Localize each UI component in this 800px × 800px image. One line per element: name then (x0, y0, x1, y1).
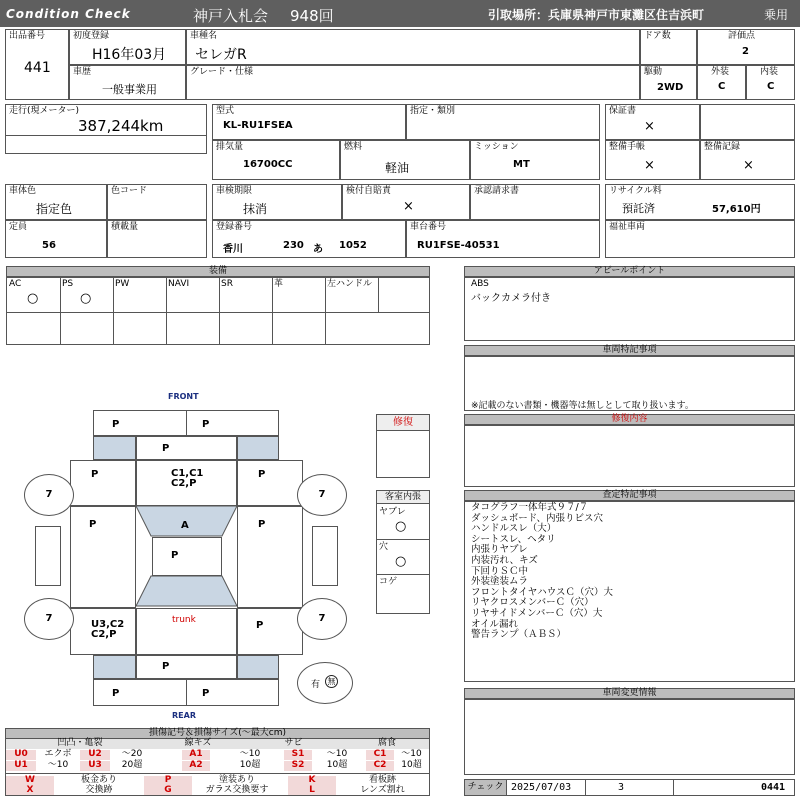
legend-value: 塗装あり (218, 775, 255, 785)
body-color-label: 車体色 (9, 186, 37, 196)
special-note: ※記載のない書類・機器等は無しとして取り扱います。 (471, 401, 694, 411)
legend-value: ～20 (121, 749, 143, 759)
doors-cell (640, 29, 697, 65)
color-code-label: 色コード (111, 186, 148, 196)
legend-key: W (6, 776, 54, 786)
note-line: 警告ランプ（ＡＢＳ） (471, 629, 567, 641)
legend-key: U2 (80, 750, 110, 760)
car-name-label: 車種名 (190, 31, 218, 41)
legend-key: X (6, 786, 54, 795)
legend-value: 20超 (121, 760, 143, 770)
damage-legend (5, 728, 430, 796)
roof-mark: P (171, 550, 179, 561)
history-cell (69, 65, 186, 100)
wheel-rear-right[interactable]: 7 (297, 598, 347, 640)
rear-bumper-right-mark: P (202, 688, 210, 699)
recycle-cell (605, 184, 795, 220)
yabure-label: ヤブレ (379, 507, 406, 517)
score-value: 2 (742, 46, 749, 57)
appeal-line-1: ABS (471, 279, 489, 289)
first-reg-cell (69, 29, 186, 65)
legend-title: 損傷記号＆損傷サイズ(～最大cm) (6, 729, 429, 739)
front-bumper[interactable] (93, 410, 279, 436)
capacity-value: 56 (42, 240, 56, 251)
plate-class: 230 (283, 240, 304, 251)
special-panel (464, 356, 795, 411)
legend-key: S1 (284, 750, 312, 760)
spare-yes-label: 有 (311, 680, 321, 690)
doors-label: ドア数 (644, 31, 671, 41)
appeal-line-2: バックカメラ付き (471, 293, 551, 304)
check-label: チェック (465, 780, 507, 795)
lot-cell (5, 29, 69, 100)
note-line: ハンドルスレ（大） (471, 523, 557, 535)
spare-no-label: 無 (325, 675, 338, 688)
equip-ac-label: AC (9, 279, 22, 289)
record-value: × (743, 158, 754, 173)
legend-cat-corrosion: 腐食 (345, 739, 429, 749)
header-title: Condition Check (6, 7, 131, 21)
note-line: タコグラフ一体年式９７/７ (471, 502, 589, 513)
front-fender-left[interactable] (70, 460, 136, 506)
note-line: フロントタイヤハウスＣ（穴）大 (471, 586, 614, 598)
liability-value: × (403, 199, 414, 214)
approval-cell (470, 184, 600, 220)
rear-panel-mark: P (162, 661, 170, 672)
legend-value: ～10 (326, 749, 348, 759)
chassis-value: RU1FSE-40531 (417, 240, 500, 251)
hood-mark-1: C1,C1 (171, 468, 204, 479)
front-bumper-left-mark: P (112, 419, 120, 430)
exterior-value: C (718, 81, 726, 92)
inspection-value: 抹消 (243, 202, 268, 216)
car-name-cell (186, 29, 640, 65)
plate-cell (212, 220, 406, 258)
legend-key: U0 (6, 750, 36, 760)
appeal-panel (464, 277, 795, 341)
legend-value: 板金あり (80, 775, 117, 785)
appeal-title: アピールポイント (464, 266, 795, 277)
legend-key: A1 (182, 750, 210, 760)
side-left[interactable] (70, 506, 136, 608)
rear-bumper-left-mark: P (112, 688, 120, 699)
front-bumper-right-mark: P (202, 419, 210, 430)
plate-number: 1052 (339, 240, 367, 251)
equip-lhd-label: 左ハンドル (327, 279, 373, 289)
front-corner-right[interactable] (237, 436, 279, 460)
rear-left-mark-2: C2,P (91, 629, 117, 640)
hood-mark-2: C2,P (171, 478, 197, 489)
front-fender-right-mark: P (258, 469, 266, 480)
designation-cell (406, 104, 600, 140)
welfare-cell (605, 220, 795, 258)
front-panel-mark: P (162, 443, 170, 454)
score-label: 評価点 (728, 31, 756, 41)
load-label: 積載量 (111, 222, 139, 232)
legend-value: 10超 (239, 760, 261, 770)
manual-label: 整備手帳 (609, 142, 646, 152)
plate-kana: あ (313, 244, 323, 255)
body-color-value: 指定色 (36, 202, 73, 216)
special-title: 車両特記事項 (464, 345, 795, 356)
interior-label: 内装 (760, 67, 779, 77)
fuel-cell (340, 140, 470, 180)
rear-right-mark: P (256, 620, 264, 631)
warranty-extra-cell (700, 104, 795, 140)
rear-label: REAR (172, 711, 196, 720)
pickup-location: 引取場所：兵庫県神戸市東灘区住吉浜町 (488, 8, 705, 22)
auction-number: 948回 (290, 7, 334, 25)
lot-number: 441 (24, 60, 51, 76)
history-label: 車歴 (73, 67, 92, 77)
legend-cat-dent: 凹凸・亀裂 (6, 739, 154, 749)
first-reg-value: H16年03月 (92, 47, 167, 63)
note-line: ダッシュボード、内張りビス穴 (471, 512, 603, 524)
legend-value: ガラス交換要す (205, 785, 269, 795)
approval-label: 承認請求書 (474, 186, 520, 196)
model-value: KL-RU1FSEA (223, 120, 293, 131)
legend-key: C1 (366, 750, 394, 760)
interior-cell (746, 65, 795, 100)
warranty-value: × (644, 119, 655, 134)
displacement-label: 排気量 (216, 142, 244, 152)
score-cell (697, 29, 795, 65)
equip-ps-label: PS (62, 279, 74, 289)
mileage-cell (5, 104, 207, 154)
equip-ps-mark: ○ (80, 291, 92, 306)
legend-key: G (144, 786, 192, 795)
cabin-trim-title: 客室内張 (377, 491, 429, 504)
change-panel (464, 699, 795, 775)
ana-mark: ○ (395, 554, 407, 569)
plate-label: 登録番号 (216, 222, 253, 232)
inspection-cell (212, 184, 342, 220)
designation-label: 指定・類別 (410, 106, 456, 116)
legend-key: L (288, 786, 336, 795)
drive-label: 駆動 (644, 67, 663, 77)
rear-bumper[interactable] (93, 679, 279, 706)
front-panel[interactable] (136, 436, 237, 460)
wheel-front-right[interactable]: 7 (297, 474, 347, 516)
history-value: 一般事業用 (102, 83, 157, 96)
color-code-cell (107, 184, 207, 220)
koge-label: コゲ (379, 577, 398, 587)
grade-cell (186, 65, 640, 100)
load-cell (107, 220, 207, 258)
equipment-title: 装備 (6, 266, 430, 277)
yabure-mark: ○ (395, 519, 407, 534)
equip-leather-label: 革 (274, 279, 284, 289)
recycle-label: リサイクル料 (609, 186, 662, 196)
mileage-value: 387,244km (78, 117, 164, 135)
legend-cat-scratch: 線キズ (154, 739, 242, 749)
note-line: シートスレ、ヘタリ (471, 533, 556, 545)
side-right-mark: P (258, 519, 266, 530)
model-cell (212, 104, 406, 140)
legend-value: ～10 (239, 749, 261, 759)
rear-fender-right[interactable] (237, 608, 303, 655)
recycle-status: 預託済 (622, 202, 655, 215)
header-bar (0, 0, 800, 27)
note-line: オイル漏れ (471, 618, 519, 630)
ana-label: 穴 (379, 542, 389, 552)
drive-cell (640, 65, 697, 100)
check-date: 2025/07/03 (511, 782, 572, 793)
legend-value: レンズ割れ (360, 785, 405, 795)
rear-fender-left[interactable] (70, 608, 136, 655)
vehicle-category: 乗用 (764, 8, 789, 22)
notes-panel (464, 501, 795, 682)
legend-key: U3 (80, 761, 110, 771)
manual-value: × (644, 158, 655, 173)
equip-navi-label: NAVI (168, 279, 190, 289)
repair-panel (464, 425, 795, 487)
mileage-label: 走行(現メーター) (9, 106, 80, 116)
note-line: リヤクロスメンバーＣ（穴） (471, 597, 594, 609)
note-line: 内装汚れ、キズ (471, 554, 538, 566)
front-corner-left[interactable] (93, 436, 136, 460)
legend-value: ～10 (47, 760, 69, 770)
notes-title: 査定特記事項 (464, 490, 795, 501)
repair-badge-box (376, 414, 430, 478)
model-label: 型式 (216, 106, 235, 116)
side-left-mark: P (89, 519, 97, 530)
rear-left-mark-1: U3,C2 (91, 619, 125, 630)
plate-area: 香川 (223, 244, 243, 255)
legend-value: 看板跡 (368, 775, 396, 785)
legend-key: K (288, 776, 336, 786)
grade-label: グレード・仕様 (190, 67, 254, 77)
front-label: FRONT (168, 392, 199, 401)
manual-cell (605, 140, 700, 180)
liability-label: 検付自賠責 (346, 186, 392, 196)
mission-cell (470, 140, 600, 180)
rear-corner-left[interactable] (93, 655, 136, 679)
legend-value: 10超 (401, 760, 422, 770)
first-reg-label: 初度登録 (73, 31, 110, 41)
car-name-value: セレガR (195, 47, 247, 63)
recycle-value: 57,610円 (712, 204, 761, 215)
note-line: リヤサイドメンバーＣ（穴）大 (471, 607, 603, 619)
equipment-grid (6, 277, 430, 345)
side-right[interactable] (237, 506, 303, 608)
legend-key: P (144, 776, 192, 786)
wheel-front-left[interactable]: 7 (24, 474, 74, 516)
note-line: 外装塗装ムラ (471, 576, 529, 588)
legend-key: A2 (182, 761, 210, 771)
capacity-cell (5, 220, 107, 258)
displacement-cell (212, 140, 340, 180)
front-fender-left-mark: P (91, 469, 99, 480)
legend-value: 10超 (326, 760, 348, 770)
interior-value: C (767, 81, 775, 92)
front-fender-right[interactable] (237, 460, 303, 506)
inspection-label: 車検期限 (216, 186, 253, 196)
exterior-label: 外装 (711, 67, 730, 77)
rear-panel[interactable] (136, 655, 237, 679)
fuel-value: 軽油 (385, 161, 410, 175)
equip-sr-label: SR (221, 279, 233, 289)
equip-ac-mark: ○ (27, 291, 39, 306)
record-label: 整備記録 (704, 142, 741, 152)
trunk-panel[interactable] (136, 608, 237, 655)
right-mirror[interactable] (312, 526, 338, 586)
legend-value: エクボ (44, 749, 72, 759)
left-mirror[interactable] (35, 526, 61, 586)
legend-key: S2 (284, 761, 312, 771)
notes-list (471, 503, 613, 641)
legend-cat-rust: サビ (242, 739, 345, 749)
warranty-label: 保証書 (609, 106, 637, 116)
fuel-label: 燃料 (344, 142, 363, 152)
chassis-label: 車台番号 (410, 222, 447, 232)
roof-panel[interactable] (152, 537, 222, 576)
drive-value: 2WD (657, 82, 684, 93)
check-bar (464, 779, 795, 796)
legend-key: U1 (6, 761, 36, 771)
lot-label: 出品番号 (9, 31, 46, 41)
exterior-cell (697, 65, 746, 100)
chassis-cell (406, 220, 600, 258)
record-cell (700, 140, 795, 180)
welfare-label: 福祉車両 (609, 222, 646, 232)
wheel-rear-left[interactable]: 7 (24, 598, 74, 640)
mission-label: ミッション (474, 142, 519, 152)
capacity-label: 定員 (9, 222, 28, 232)
cabin-trim-box (376, 490, 430, 614)
hood-panel[interactable] (136, 460, 237, 506)
check-code: 0441 (761, 782, 786, 793)
note-line: 内張りヤブレ (471, 544, 528, 556)
change-title: 車両変更情報 (464, 688, 795, 699)
mission-value: MT (513, 159, 530, 170)
legend-key: C2 (366, 761, 394, 771)
windshield-mark: A (181, 520, 189, 531)
auction-name: 神戸入札会 (193, 7, 269, 25)
check-count: 3 (618, 782, 625, 793)
note-line: 下回りＳＣ中 (471, 565, 529, 577)
liability-cell (342, 184, 470, 220)
trunk-label: trunk (172, 615, 196, 625)
rear-corner-right[interactable] (237, 655, 279, 679)
warranty-cell (605, 104, 700, 140)
spare-tire[interactable] (297, 662, 353, 704)
legend-value: 交換跡 (85, 785, 113, 795)
legend-value: ～10 (401, 749, 422, 759)
displacement-value: 16700CC (243, 159, 293, 170)
equip-pw-label: PW (115, 279, 130, 289)
body-color-cell (5, 184, 107, 220)
repair-badge: 修復 (377, 415, 429, 431)
repair-title: 修復内容 (464, 414, 795, 425)
